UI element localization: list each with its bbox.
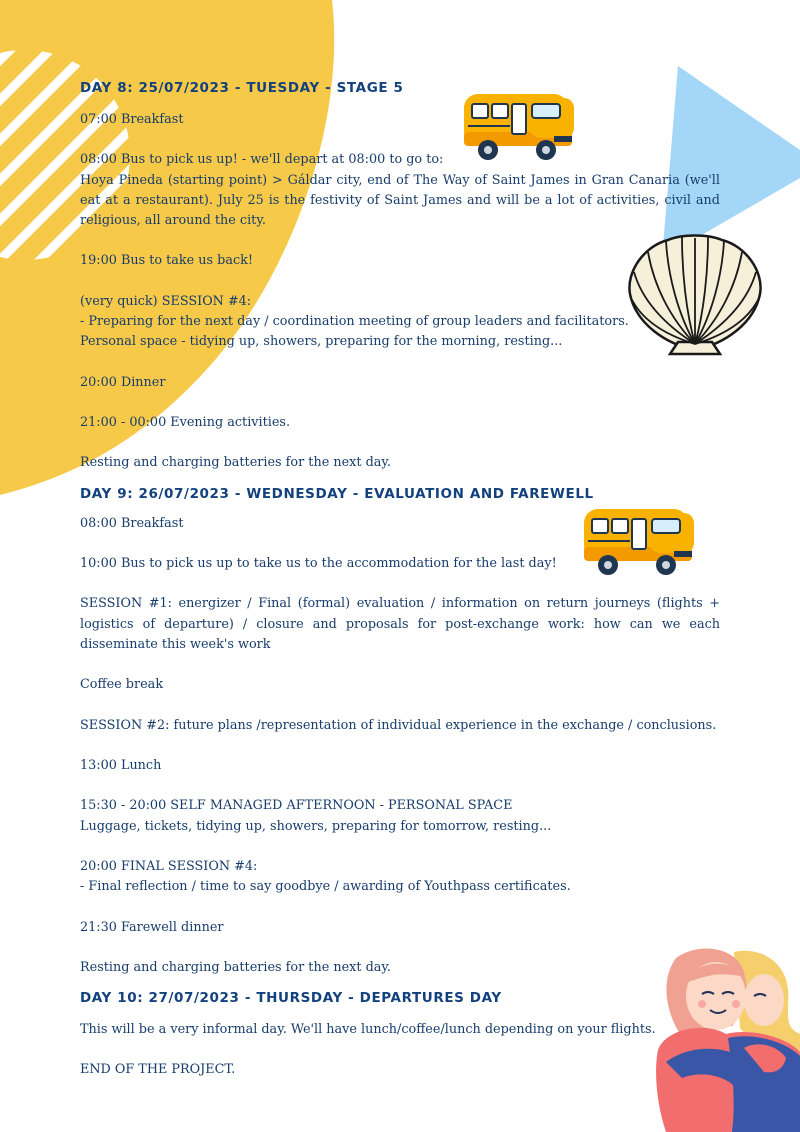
personal-space: Personal space - tidying up, showers, preparing for the morning, resting...	[80, 334, 563, 350]
day-heading: DAY 9: 26/07/2023 - WEDNESDAY - EVALUATION AND FAREWELL	[80, 485, 594, 502]
schedule-item: END OF THE PROJECT.	[80, 1062, 236, 1078]
schedule-item: This will be a very informal day. We'll have lunch/coffee/lunch depending on your flights.	[80, 1022, 656, 1038]
final-session-title: 20:00 FINAL SESSION #4:	[80, 858, 258, 874]
afternoon-title: 15:30 - 20:00 SELF MANAGED AFTERNOON - PERSONAL SPACE	[80, 798, 513, 814]
schedule-item: 20:00 Dinner	[80, 374, 166, 390]
schedule-item: 21:30 Farewell dinner	[80, 919, 224, 935]
day-heading: DAY 10: 27/07/2023 - THURSDAY - DEPARTURES DAY	[80, 990, 502, 1007]
schedule-item: SESSION #1: energizer / Final (formal) evaluation / information on return journeys (flights + logistics of departure) / closure and proposals for post-exchange work: how can we each disseminate this week's work	[80, 596, 720, 652]
schedule-content	[80, 78, 720, 1081]
schedule-item: 08:00 Breakfast	[80, 515, 184, 531]
schedule-item	[80, 150, 720, 231]
schedule-item: 07:00 Breakfast	[80, 112, 184, 127]
bus-line: 08:00 Bus to pick us up! - we'll depart at 08:00 to go to:	[80, 152, 444, 168]
day-heading: DAY 8: 25/07/2023 - TUESDAY - STAGE 5	[80, 80, 404, 96]
session-item: - Preparing for the next day / coordination meeting of group leaders and facilitators.	[80, 313, 629, 329]
route-description: Hoya Pineda (starting point) > Gáldar city, end of The Way of Saint James in Gran Canaria (we'll eat at a restaurant). July 25 is the festivity of Saint James and will be a lot of activities, civil and religious, all around the city.	[80, 172, 720, 228]
schedule-item: 19:00 Bus to take us back!	[80, 253, 254, 269]
schedule-item: Resting and charging batteries for the next day.	[80, 455, 391, 471]
schedule-item: 13:00 Lunch	[80, 757, 162, 773]
schedule-item	[80, 857, 720, 897]
schedule-item	[80, 796, 720, 836]
schedule-item: Coffee break	[80, 677, 164, 693]
final-session-detail: - Final reflection / time to say goodbye / awarding of Youthpass certificates.	[80, 879, 571, 895]
afternoon-detail: Luggage, tickets, tidying up, showers, preparing for tomorrow, resting...	[80, 818, 552, 834]
session-title: (very quick) SESSION #4:	[80, 293, 252, 309]
schedule-item: Resting and charging batteries for the next day.	[80, 959, 391, 975]
schedule-item	[80, 292, 720, 353]
schedule-item: 21:00 - 00:00 Evening activities.	[80, 414, 291, 430]
schedule-item: SESSION #2: future plans /representation of individual experience in the exchange / conclusions.	[80, 717, 717, 733]
schedule-item: 10:00 Bus to pick us up to take us to the accommodation for the last day!	[80, 555, 557, 571]
